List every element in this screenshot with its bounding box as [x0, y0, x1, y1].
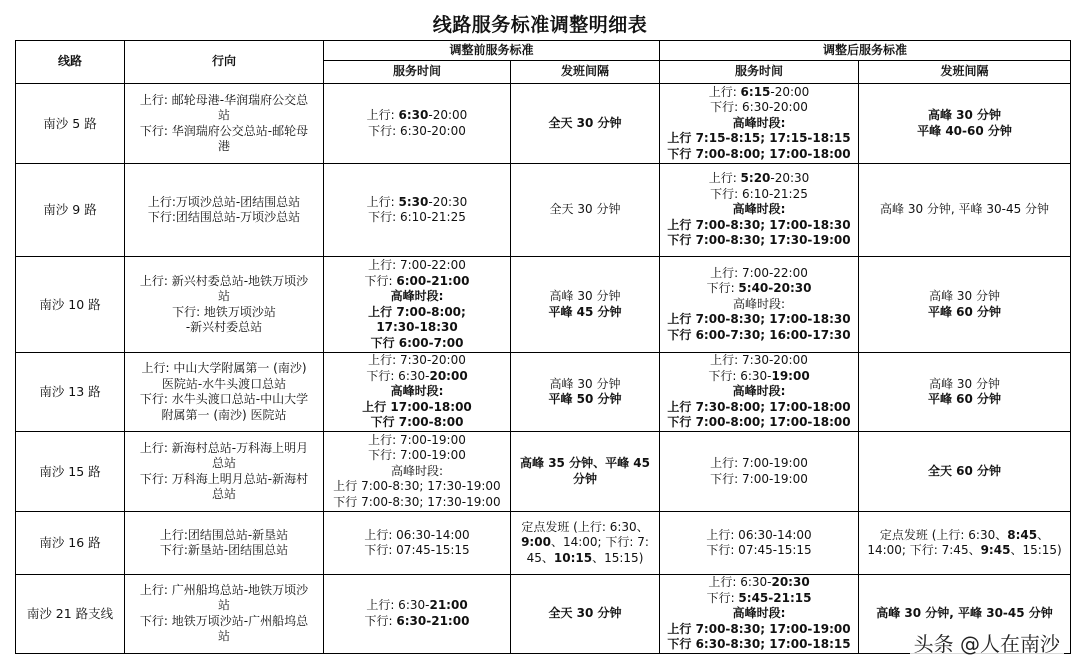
text-segment: 上行 7:00-8:30; 17:30-19:00 [333, 479, 501, 494]
cell-line [861, 543, 1068, 559]
direction-line: 上行: 广州船坞总站-地铁万顷沙 [139, 582, 309, 597]
cell-line [662, 171, 856, 187]
text-segment: 高峰 30 分钟 [929, 376, 1000, 391]
before-interval-cell [511, 257, 660, 353]
text-segment: 上行: [366, 194, 399, 209]
cell-line [662, 472, 856, 488]
after-interval-cell [859, 257, 1071, 353]
direction-line: 下行: 华润瑞府公交总站-邮轮母 [139, 123, 309, 138]
cell-line [513, 472, 657, 488]
cell-line [326, 108, 508, 124]
direction-cell [125, 257, 324, 353]
cell-line [513, 392, 657, 408]
header-after-time: 服务时间 [660, 61, 859, 84]
header-before-time: 服务时间 [324, 61, 511, 84]
before-interval-cell [511, 353, 660, 432]
text-segment: 下行: [364, 613, 397, 628]
text-segment: 上行: 06:30-14:00 [364, 527, 470, 542]
cell-line [513, 551, 657, 567]
before-interval-cell [511, 575, 660, 654]
route-cell: 南沙 15 路 [16, 432, 125, 512]
cell-line [326, 528, 508, 544]
text-segment: 上行: [366, 108, 399, 122]
bold-segment: 上行 17:00-18:00 [362, 399, 472, 414]
cell-line [513, 305, 657, 321]
direction-line: 上行: 新兴村委总站-地铁万顷沙 [139, 273, 309, 288]
text-segment: 下行: 6:10-21:25 [368, 210, 466, 224]
direction-line: 附属第一 (南沙) 医院站 [161, 407, 287, 422]
text-segment: 、 [1037, 527, 1050, 542]
cell-line [861, 289, 1068, 305]
cell-line [662, 353, 856, 369]
before-time-cell [324, 164, 511, 257]
cell-line [513, 289, 657, 305]
route-cell: 南沙 10 路 [16, 257, 125, 353]
text-segment: 上行: 7:00-19:00 [368, 432, 466, 447]
cell-line [861, 528, 1068, 544]
before-time-cell [324, 84, 511, 164]
bold-segment: 平峰 60 分钟 [927, 304, 1002, 319]
cell-line [662, 575, 856, 591]
after-time-cell [660, 353, 859, 432]
bold-segment: 上行 7:00-8:30; 17:00-18:30 [667, 217, 851, 232]
cell-line [326, 433, 508, 449]
text-segment: 上行: [708, 84, 741, 99]
direction-cell [125, 575, 324, 654]
bold-segment: 全天 60 分钟 [927, 463, 1002, 478]
after-time-cell [660, 164, 859, 257]
cell-line [326, 464, 508, 480]
bold-segment: 高峰时段: [390, 289, 444, 303]
cell-line [662, 100, 856, 116]
header-after: 调整后服务标准 [660, 41, 1071, 61]
header-direction: 行向 [125, 41, 324, 84]
bold-segment: 下行 6:30-8:30; 17:00-18:15 [667, 637, 851, 651]
text-segment: 下行: [706, 281, 739, 296]
bold-segment: 上行 7:30-8:00; 17:00-18:00 [667, 399, 851, 414]
before-time-cell [324, 575, 511, 654]
bold-segment: 高峰时段: [390, 384, 444, 399]
bold-segment: 下行 7:00-8:00; 17:00-18:00 [667, 415, 851, 430]
before-interval-cell [511, 164, 660, 257]
bold-segment: 下行 6:00-7:00 [370, 335, 464, 350]
text-segment: 14:00; 下行: 7:45、 [867, 543, 981, 557]
text-segment: 高峰 30 分钟, 平峰 30-45 分钟 [880, 202, 1050, 217]
cell-line [861, 305, 1068, 321]
cell-line [326, 415, 508, 431]
direction-line: 下行: 万科海上明月总站-新海村 [139, 471, 309, 486]
after-time-cell [660, 84, 859, 164]
route-cell: 南沙 21 路支线 [16, 575, 125, 654]
bold-segment: 高峰 30 分钟, 平峰 30-45 分钟 [876, 606, 1053, 620]
direction-line: 下行: 水牛头渡口总站-中山大学 [139, 392, 309, 406]
bold-segment: 21:00 [429, 598, 468, 613]
cell-line [861, 202, 1068, 218]
before-time-cell [324, 353, 511, 432]
cell-line [662, 85, 856, 101]
text-segment: 高峰 30 分钟 [549, 376, 621, 391]
direction-line: 站 [217, 108, 230, 122]
bold-segment: 平峰 45 分钟 [548, 304, 622, 319]
bold-segment: 9:00 [521, 535, 551, 550]
header-after-interval: 发班间隔 [859, 61, 1071, 84]
cell-line [326, 336, 508, 352]
route-cell: 南沙 16 路 [16, 512, 125, 575]
text-segment: 高峰时段: [390, 463, 444, 478]
before-interval-cell [511, 512, 660, 575]
after-time-cell [660, 432, 859, 512]
text-segment: 下行: 6:30-20:00 [710, 100, 808, 115]
bold-segment: 全天 30 分钟 [548, 606, 622, 620]
cell-line [662, 591, 856, 607]
text-segment: 下行: 6:30- [708, 368, 772, 383]
cell-line [662, 528, 856, 544]
cell-line [513, 116, 657, 132]
cell-line [326, 258, 508, 274]
cell-line [326, 543, 508, 559]
route-cell: 南沙 9 路 [16, 164, 125, 257]
direction-line: 下行: 地铁万顷沙站-广州船坞总 [139, 613, 309, 628]
direction-line: 总站 [211, 487, 236, 501]
bold-segment: 高峰时段: [732, 202, 786, 217]
bold-segment: 6:30 [398, 108, 429, 122]
direction-line: 站 [217, 289, 230, 303]
cell-line [662, 187, 856, 203]
text-segment: 45、 [526, 550, 554, 565]
cell-line [662, 456, 856, 472]
cell-line [662, 202, 856, 218]
table-row [16, 432, 1071, 512]
bold-segment: 下行 7:00-8:00 [370, 415, 464, 430]
table-row [16, 84, 1071, 164]
bold-segment: 下行 7:00-8:00; 17:00-18:00 [667, 146, 851, 161]
direction-line: 下行:新垦站-团结围总站 [159, 543, 289, 557]
after-interval-cell [859, 432, 1071, 512]
after-time-cell [660, 512, 859, 575]
text-segment: 上行: 7:00-19:00 [710, 456, 808, 470]
text-segment: 全天 30 分钟 [549, 202, 621, 217]
table-body [16, 84, 1071, 654]
bold-segment: 6:00-21:00 [396, 273, 470, 288]
text-segment: 高峰 30 分钟 [549, 289, 621, 303]
cell-line [662, 233, 856, 249]
bold-segment: 上行 7:00-8:30; 17:00-19:00 [667, 621, 851, 636]
direction-cell [125, 84, 324, 164]
bold-segment: 6:30-21:00 [396, 613, 470, 628]
direction-line: -新兴村委总站 [185, 320, 263, 334]
bold-segment: 8:45 [1007, 527, 1038, 542]
cell-line [662, 415, 856, 431]
text-segment: 定点发班 (上行: 6:30、 [879, 527, 1008, 542]
cell-line [326, 369, 508, 385]
text-segment: -20:00 [770, 84, 810, 99]
direction-cell [125, 512, 324, 575]
text-segment: 高峰 30 分钟 [929, 289, 1000, 303]
bold-segment: 上行 7:00-8:30; 17:00-18:30 [667, 312, 851, 327]
direction-line: 港 [217, 139, 230, 153]
cell-line [861, 392, 1068, 408]
watermark: 头条 @人在南沙 [910, 628, 1064, 657]
text-segment: 下行 7:00-8:30; 17:30-19:00 [333, 494, 501, 509]
direction-line: 上行: 新海村总站-万科海上明月 [139, 440, 309, 455]
cell-line [662, 131, 856, 147]
cell-line [861, 108, 1068, 124]
cell-line [662, 543, 856, 559]
cell-line [513, 202, 657, 218]
schedule-table [15, 40, 1071, 654]
bold-segment: 6:15 [740, 84, 771, 99]
cell-line [861, 464, 1068, 480]
direction-line: 上行: 中山大学附属第一 (南沙) [141, 361, 307, 375]
text-segment: 上行: 6:30- [366, 598, 430, 613]
text-segment: 上行: 7:00-22:00 [368, 258, 466, 272]
bold-segment: 高峰 35 分钟、平峰 45 [520, 456, 650, 470]
bold-segment: 10:15 [553, 550, 593, 565]
cell-line [662, 281, 856, 297]
text-segment: -20:30 [770, 171, 810, 186]
text-segment: 下行: 7:00-19:00 [368, 448, 466, 463]
cell-line [326, 124, 508, 140]
bold-segment: 20:30 [771, 575, 810, 589]
direction-cell [125, 164, 324, 257]
cell-line [662, 622, 856, 638]
page-title: 线路服务标准调整明细表 [432, 14, 648, 36]
direction-line: 下行:团结围总站-万顷沙总站 [147, 210, 301, 224]
cell-line [513, 606, 657, 622]
cell-line [326, 400, 508, 416]
bold-segment: 9:45 [980, 543, 1011, 557]
cell-line [326, 353, 508, 369]
cell-line [326, 384, 508, 400]
text-segment: 上行: [708, 171, 741, 186]
cell-line [326, 495, 508, 511]
cell-line [662, 297, 856, 313]
text-segment: -20:00 [428, 108, 468, 122]
header-before: 调整前服务标准 [324, 41, 660, 61]
header-before-interval: 发班间隔 [511, 61, 660, 84]
before-time-cell [324, 432, 511, 512]
text-segment: 上行: 7:30-20:00 [368, 353, 466, 368]
text-segment: 上行: 7:30-20:00 [710, 353, 808, 368]
direction-line: 上行:万顷沙总站-团结围总站 [147, 194, 301, 209]
before-time-cell [324, 512, 511, 575]
bold-segment: 分钟 [573, 471, 598, 486]
cell-line [662, 637, 856, 653]
bold-segment: 高峰 30 分钟 [927, 108, 1002, 122]
cell-line [326, 614, 508, 630]
text-segment: 高峰时段: [732, 296, 786, 311]
table-row [16, 353, 1071, 432]
cell-line [662, 116, 856, 132]
after-time-cell [660, 257, 859, 353]
text-segment: 下行: [706, 590, 739, 605]
text-segment: 下行: 6:30- [366, 368, 430, 383]
direction-cell [125, 432, 324, 512]
bold-segment: 17:30-18:30 [376, 320, 458, 334]
text-segment: 下行: 07:45-15:15 [706, 543, 812, 557]
bold-segment: 下行 7:00-8:30; 17:30-19:00 [667, 233, 851, 248]
text-segment: 下行: [364, 273, 397, 288]
bold-segment: 5:45-21:15 [738, 590, 812, 605]
text-segment: 下行: 7:00-19:00 [710, 471, 808, 486]
after-interval-cell [859, 353, 1071, 432]
before-time-cell [324, 257, 511, 353]
direction-line: 下行: 地铁万顷沙站 [172, 304, 276, 319]
bold-segment: 20:00 [429, 368, 468, 383]
cell-line [662, 328, 856, 344]
cell-line [326, 274, 508, 290]
text-segment: 下行: 6:10-21:25 [710, 186, 808, 201]
cell-line [326, 320, 508, 336]
header-route: 线路 [16, 41, 125, 84]
direction-line: 上行: 邮轮母港-华润瑞府公交总 [139, 92, 309, 107]
bold-segment: 平峰 50 分钟 [548, 392, 622, 406]
bold-segment: 5:20 [740, 171, 771, 186]
direction-line: 总站 [211, 456, 236, 470]
text-segment: -20:30 [428, 194, 468, 209]
text-segment: 上行: 06:30-14:00 [706, 527, 812, 542]
cell-line [326, 479, 508, 495]
cell-line [662, 312, 856, 328]
bold-segment: 平峰 60 分钟 [927, 392, 1002, 406]
direction-line: 站 [217, 629, 230, 644]
before-interval-cell [511, 84, 660, 164]
text-segment: 、14:00; 下行: 7: [550, 535, 649, 550]
cell-line [513, 456, 657, 472]
cell-line [326, 210, 508, 226]
cell-line [326, 195, 508, 211]
direction-line: 站 [217, 598, 230, 613]
text-segment: 上行: 6:30- [708, 575, 772, 589]
table-row [16, 164, 1071, 257]
bold-segment: 5:30 [398, 194, 429, 209]
table-row [16, 512, 1071, 575]
after-interval-cell [859, 512, 1071, 575]
cell-line [662, 147, 856, 163]
after-interval-cell [859, 164, 1071, 257]
bold-segment: 下行 6:00-7:30; 16:00-17:30 [667, 327, 851, 342]
after-interval-cell [859, 84, 1071, 164]
bold-segment: 5:40-20:30 [738, 281, 812, 296]
bold-segment: 高峰时段: [732, 606, 786, 620]
bold-segment: 平峰 40-60 分钟 [917, 123, 1012, 138]
route-cell: 南沙 13 路 [16, 353, 125, 432]
cell-line [662, 384, 856, 400]
bold-segment: 全天 30 分钟 [548, 115, 622, 130]
text-segment: 下行: 07:45-15:15 [364, 543, 470, 557]
direction-line: 上行:团结围总站-新垦站 [159, 527, 289, 542]
route-cell: 南沙 5 路 [16, 84, 125, 164]
text-segment: 下行: 6:30-20:00 [368, 123, 466, 138]
cell-line [326, 305, 508, 321]
cell-line [662, 266, 856, 282]
cell-line [662, 606, 856, 622]
text-segment: 上行: 7:00-22:00 [710, 265, 808, 280]
text-segment: 定点发班 (上行: 6:30、 [521, 519, 649, 534]
bold-segment: 高峰时段: [732, 115, 786, 130]
direction-line: 医院站-水牛头渡口总站 [161, 376, 287, 391]
cell-line [861, 377, 1068, 393]
cell-line [326, 598, 508, 614]
cell-line [662, 218, 856, 234]
cell-line [513, 535, 657, 551]
bold-segment: 19:00 [771, 368, 810, 383]
cell-line [326, 289, 508, 305]
direction-cell [125, 353, 324, 432]
after-time-cell [660, 575, 859, 654]
cell-line [513, 377, 657, 393]
table-row [16, 257, 1071, 353]
text-segment: 、15:15) [1010, 543, 1062, 557]
bold-segment: 上行 7:15-8:15; 17:15-18:15 [667, 131, 851, 146]
cell-line [513, 520, 657, 536]
bold-segment: 上行 7:00-8:00; [368, 304, 466, 319]
cell-line [662, 369, 856, 385]
cell-line [861, 124, 1068, 140]
text-segment: 、15:15) [592, 550, 644, 565]
cell-line [326, 448, 508, 464]
cell-line [662, 400, 856, 416]
bold-segment: 高峰时段: [732, 384, 786, 399]
before-interval-cell [511, 432, 660, 512]
cell-line [861, 606, 1068, 622]
